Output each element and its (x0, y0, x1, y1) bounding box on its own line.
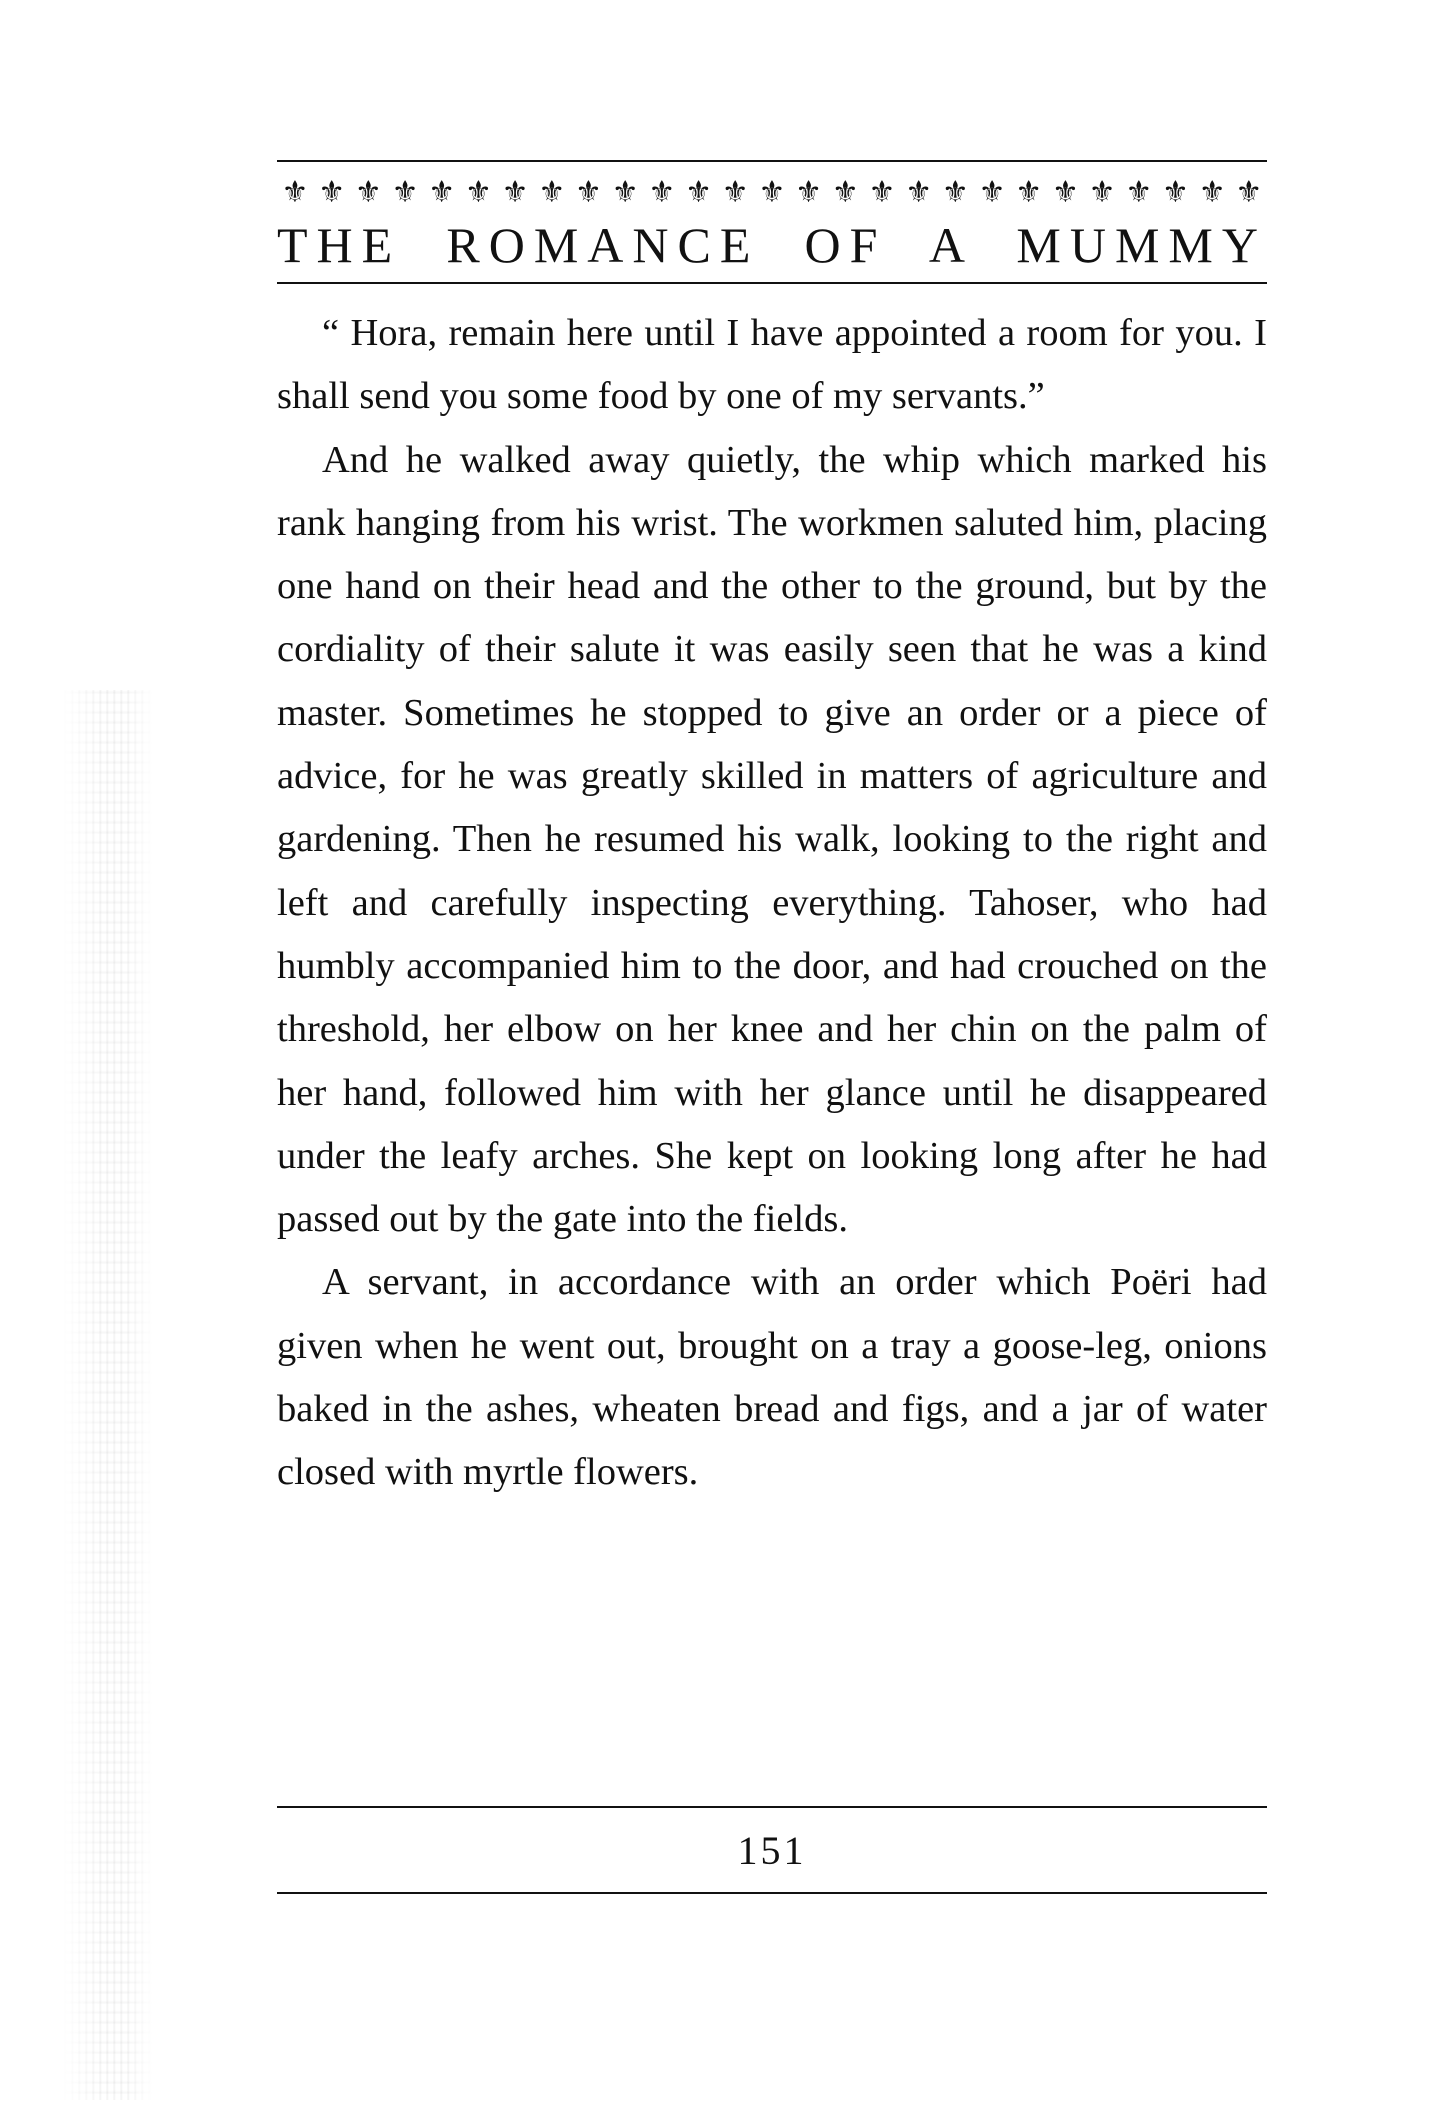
footer-bottom-rule (277, 1892, 1267, 1894)
binding-gutter-shadow (60, 690, 155, 2100)
header-top-rule (277, 160, 1267, 162)
page-header-and-body (277, 160, 1267, 1505)
fleur-de-lis-icon: ⚜ (428, 176, 456, 209)
fleur-de-lis-icon: ⚜ (464, 176, 492, 209)
fleur-de-lis-icon: ⚜ (575, 176, 602, 209)
footer-top-rule (277, 1806, 1267, 1808)
header-bottom-rule (277, 282, 1267, 284)
fleur-de-lis-icon: ⚜ (1088, 176, 1116, 209)
fleur-de-lis-icon: ⚜ (905, 176, 933, 209)
paragraph: “ Hora, remain here until I have appointed a room for you. I shall send you some food by one of my servants.” (277, 312, 1267, 418)
fleur-de-lis-icon: ⚜ (1015, 176, 1043, 209)
fleur-de-lis-icon: ⚜ (1162, 176, 1189, 209)
fleur-de-lis-icon: ⚜ (611, 176, 639, 209)
page-number: 151 (737, 1828, 807, 1873)
fleur-de-lis-icon: ⚜ (1051, 176, 1079, 209)
fleur-de-lis-icon: ⚜ (721, 176, 749, 209)
fleur-de-lis-icon: ⚜ (685, 176, 713, 209)
fleuron-ornament-row (277, 176, 1267, 210)
fleur-de-lis-icon: ⚜ (1198, 176, 1226, 209)
fleur-de-lis-icon: ⚜ (1235, 176, 1263, 209)
fleur-de-lis-icon: ⚜ (795, 176, 823, 209)
fleur-de-lis-icon: ⚜ (758, 176, 786, 209)
running-title: THE ROMANCE OF A MUMMY (277, 217, 1267, 273)
paragraph: And he walked away quietly, the whip which marked his rank hanging from his wrist. The workmen saluted him, placing one hand on their head and the other to the ground, but by the cordiality of their salute it was easily seen that he was a kind master. Sometimes he stopped to give an order or a piece of advice, for he was greatly skilled in matters of agriculture and gardening. Then he resumed his walk, looking to the right and left and carefully inspecting everything. Tahoser, who had humbly accompanied him to the door, and had crouched on the threshold, her elbow on her knee and her chin on the palm of her hand, followed him with her glance until he disappeared under the leafy arches. She kept on looking long after he had passed out by the gate into the fields. (277, 438, 1267, 1241)
fleur-de-lis-icon: ⚜ (1125, 176, 1153, 209)
fleur-de-lis-icon: ⚜ (318, 176, 346, 209)
fleur-de-lis-icon: ⚜ (538, 176, 566, 209)
fleur-de-lis-icon: ⚜ (391, 176, 419, 209)
fleur-de-lis-icon: ⚜ (831, 176, 859, 209)
fleur-de-lis-icon: ⚜ (868, 176, 896, 209)
fleur-de-lis-icon: ⚜ (354, 176, 382, 209)
page-footer (277, 1806, 1267, 1894)
body-text (277, 302, 1267, 1505)
fleur-de-lis-icon: ⚜ (978, 176, 1006, 209)
fleur-de-lis-icon: ⚜ (648, 176, 676, 209)
fleur-de-lis-icon: ⚜ (281, 176, 309, 209)
fleur-de-lis-icon: ⚜ (501, 176, 529, 209)
fleur-de-lis-icon: ⚜ (941, 176, 969, 209)
paragraph: A servant, in accordance with an order which Poëri had given when he went out, brought on a tray a goose-leg, onions baked in the ashes, wheaten bread and figs, and a jar of water closed with myrtle flowers. (277, 1261, 1267, 1494)
